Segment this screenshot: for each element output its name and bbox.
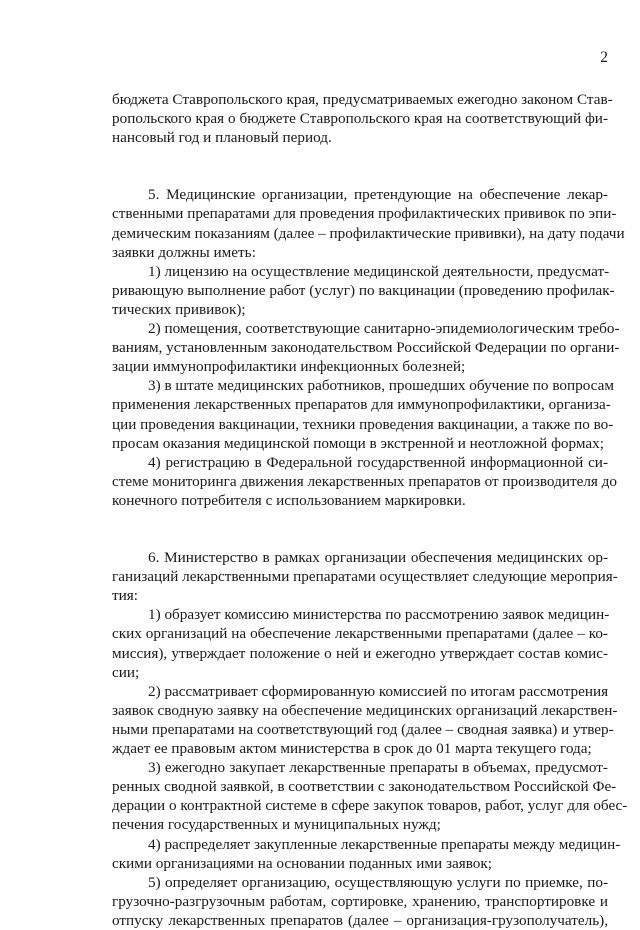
text-line: нансовый год и плановый период. bbox=[112, 129, 332, 147]
text-line: 5) определяет организацию, осуществляющую услуги по приемке, по- bbox=[148, 873, 608, 891]
text-line: 4) распределяет закупленные лекарственные препараты между медицин- bbox=[148, 835, 621, 853]
text-line: ропольского края о бюджете Ставропольского края на соответствующий фи- bbox=[112, 110, 608, 128]
text-line: тия: bbox=[112, 587, 138, 605]
text-line: 1) лицензию на осуществление медицинской деятельности, предусмат- bbox=[148, 262, 610, 280]
text-line: печения государственных и муниципальных нужд; bbox=[112, 816, 441, 834]
text-line: стеме мониторинга движения лекарственных препаратов от производителя до bbox=[112, 472, 618, 490]
text-line: ренных сводной заявкой, в соответствии с законодательством Российской Фе- bbox=[112, 778, 617, 796]
text-line: конечного потребителя с использованием маркировки. bbox=[112, 491, 466, 509]
text-line: применения лекарственных препаратов для иммунопрофилактики, организа- bbox=[112, 396, 611, 414]
text-line: тических прививок); bbox=[112, 300, 246, 318]
text-line: скими организациями на основании поданных ими заявок; bbox=[112, 854, 492, 872]
text-line: грузочно-разгрузочным работам, сортировке, хранению, транспортировке и bbox=[112, 892, 608, 910]
text-line: 3) ежегодно закупает лекарственные препараты в объемах, предусмот- bbox=[148, 759, 608, 777]
text-line: ривающую выполнение работ (услуг) по вакцинации (проведению профилак- bbox=[112, 281, 615, 299]
text-line: бюджета Ставропольского края, предусматриваемых ежегодно законом Став- bbox=[112, 91, 613, 108]
text-line: ственными препаратами для проведения профилактических прививок по эпи- bbox=[112, 205, 617, 223]
text-line: демическим показаниям (далее – профилактические прививки), на дату подачи bbox=[112, 224, 625, 242]
text-line: 2) рассматривает сформированную комиссией по итогам рассмотрения bbox=[148, 682, 609, 700]
text-line: ждает ее правовым актом министерства в срок до 01 марта текущего года; bbox=[112, 740, 592, 757]
text-line: сии; bbox=[112, 663, 140, 681]
text-line: 4) регистрацию в Федеральной государственной информационной си- bbox=[148, 453, 608, 471]
text-line: миссия), утверждает положение о ней и ежегодно утверждает состав комис- bbox=[112, 644, 608, 662]
text-line: отпуску лекарственных препаратов (далее – организация-грузополучатель), bbox=[112, 911, 608, 929]
text-line: ваниям, установленным законодательством Российской Федерации по органи- bbox=[112, 339, 620, 357]
text-line: просам оказания медицинской помощи в экстренной и неотложной формах; bbox=[112, 434, 604, 452]
page-number: 2 bbox=[600, 49, 608, 66]
text-line: 2) помещения, соответствующие санитарно-эпидемиологическим требо- bbox=[148, 320, 620, 337]
text-line: 5. Медицинские организации, претендующие на обеспечение лекар- bbox=[148, 186, 608, 204]
text-line: ских организаций на обеспечение лекарственными препаратами (далее – ко- bbox=[112, 625, 608, 643]
text-line: ганизаций лекарственными препаратами осуществляет следующие мероприя- bbox=[112, 568, 618, 586]
text-line: ции проведения вакцинации, техники проведения вакцинации, а также по во- bbox=[112, 415, 614, 433]
text-line: 3) в штате медицинских работников, прошедших обучение по вопросам bbox=[148, 377, 614, 395]
text-line: ными препаратами на соответствующий год (далее – сводная заявка) и утвер- bbox=[112, 720, 614, 738]
text-line: заявок сводную заявку на обеспечение медицинских организаций лекарствен- bbox=[112, 701, 618, 719]
text-line: заявки должны иметь: bbox=[112, 243, 256, 261]
text-line: 1) образует комиссию министерства по рассмотрению заявок медицин- bbox=[148, 606, 610, 624]
text-line: зации иммунопрофилактики инфекционных болезней; bbox=[112, 358, 466, 376]
text-line: дерации о контрактной системе в сфере закупок товаров, работ, услуг для обес- bbox=[112, 797, 628, 815]
text-line: 6. Министерство в рамках организации обеспечения медицинских ор- bbox=[148, 549, 608, 566]
